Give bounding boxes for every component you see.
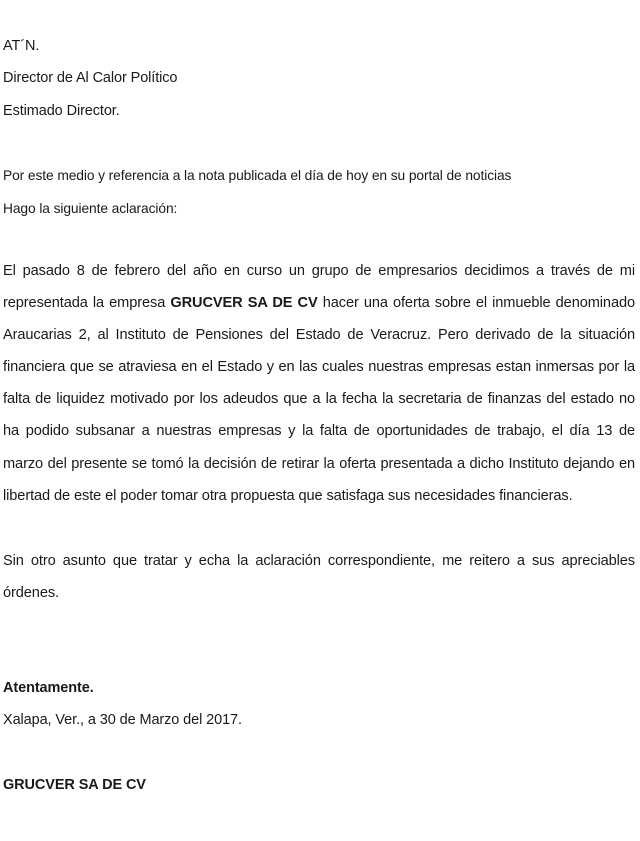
- signoff: Atentamente.: [3, 680, 94, 696]
- body-paragraph: [3, 255, 635, 512]
- closing-paragraph: Sin otro asunto que tratar y echa la aclaración correspondiente, me reitero a sus apreciables órdenes.: [3, 553, 635, 602]
- salutation-line: Estimado Director.: [3, 103, 120, 119]
- body-text-part-1: El pasado 8 de febrero del año en curso un grupo de empresarios decidimos a través de mi representada la empresa: [3, 263, 635, 312]
- signature-company: GRUCVER SA DE CV: [3, 777, 146, 793]
- body-text-part-2: hacer una oferta sobre el inmueble denominado Araucarias 2, al Instituto de Pensiones del Estado de Veracruz. Pero derivado de la situación financiera que se atraviesa en el Estado y en las cuales nuestras empresas estan inmersas por la falta de liquidez motivado por los adeudos que a la fecha la secretaria de finanzas del estado no ha podido subsanar a nuestras empresas y la falta de oportunidades de trabajo, el día 13 de marzo del presente se tomó la decisión de retirar la oferta presentada a dicho Instituto dejando en libertad de este el poder tomar otra propuesta que satisfaga sus necesidades financieras.: [3, 295, 636, 504]
- body-company-name: GRUCVER SA DE CV: [170, 295, 318, 312]
- recipient-line: Director de Al Calor Político: [3, 70, 178, 86]
- attention-line: AT´N.: [3, 38, 40, 54]
- intro-line-2: Hago la siguiente aclaración:: [3, 201, 178, 216]
- intro-line-1: Por este medio y referencia a la nota publicada el día de hoy en su portal de noticias: [3, 168, 512, 183]
- place-date: Xalapa, Ver., a 30 de Marzo del 2017.: [3, 712, 242, 728]
